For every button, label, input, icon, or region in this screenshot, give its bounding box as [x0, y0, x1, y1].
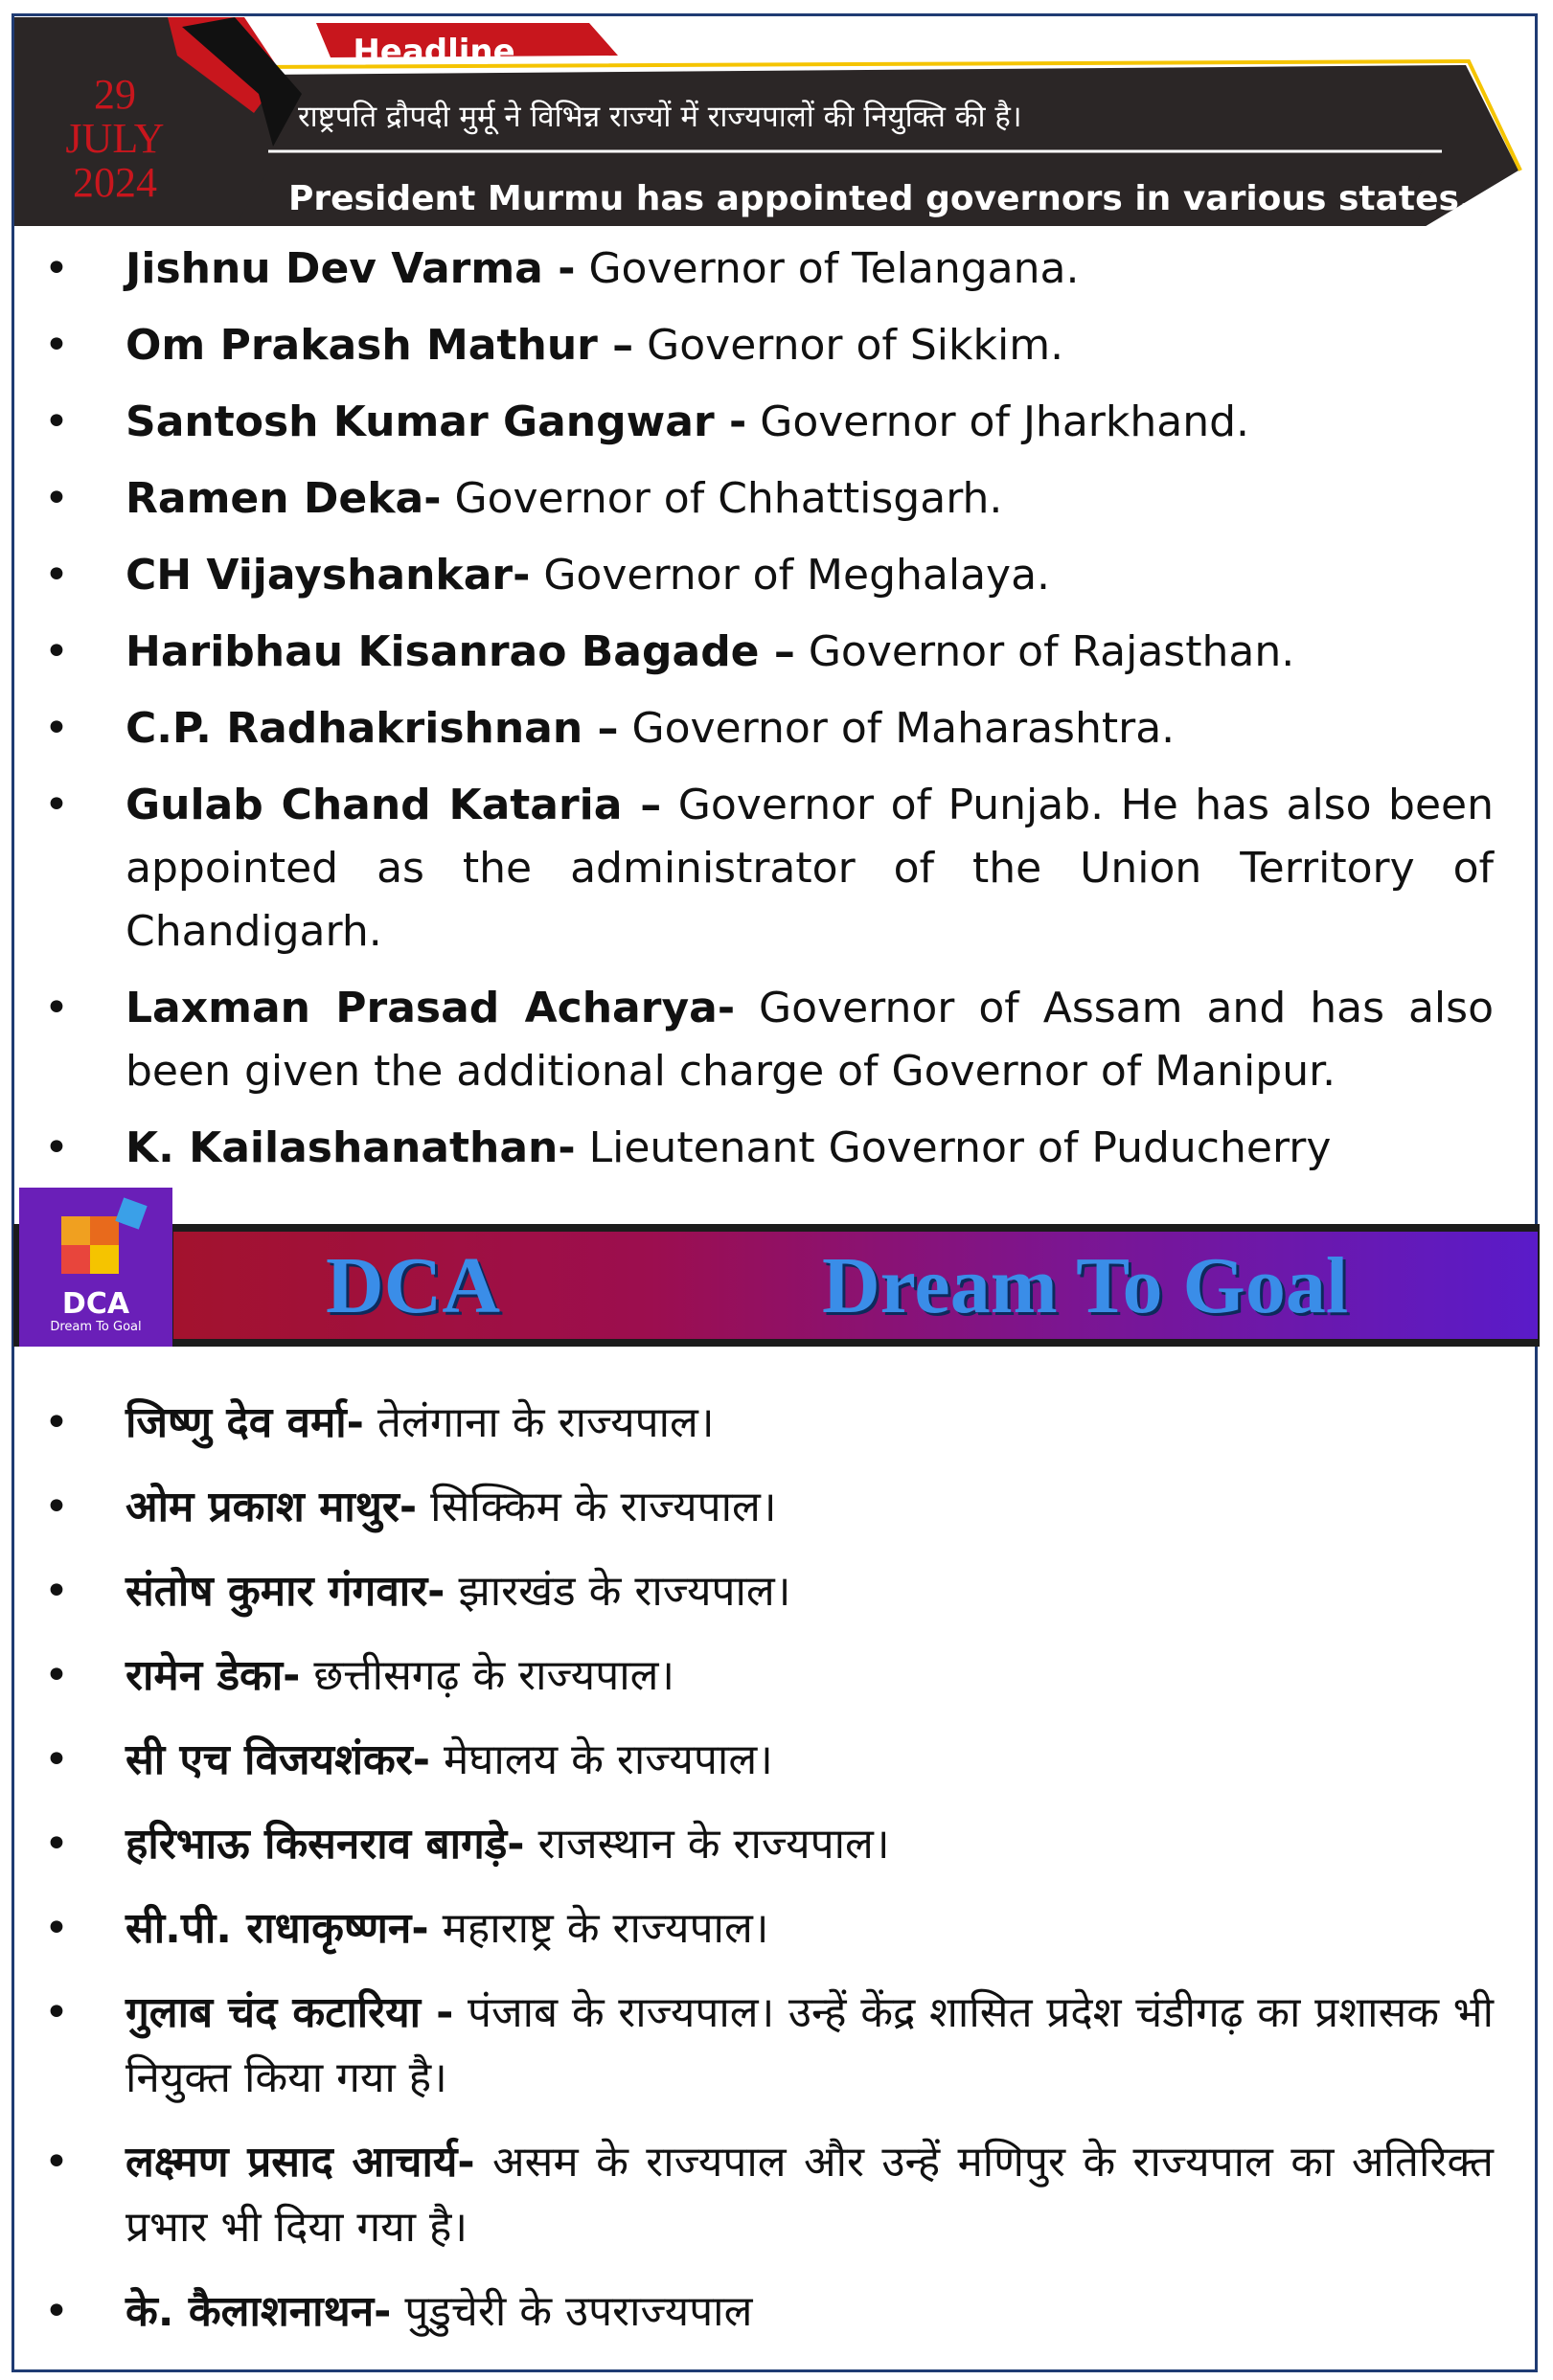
- governor-post: असम के राज्यपाल और उन्हें मणिपुर के राज्यपाल का अतिरिक्त प्रभार भी दिया गया है।: [126, 2138, 1494, 2252]
- puzzle-logo-icon: [19, 1188, 172, 1287]
- governor-name: गुलाब चंद कटारिया -: [126, 1988, 454, 2037]
- governor-name: CH Vijayshankar-: [126, 551, 531, 600]
- governor-post: Governor of Assam and has also been given the additional charge of Governor of Manipur.: [126, 984, 1494, 1096]
- bullet-icon: •: [44, 2287, 69, 2336]
- governor-name: संतोष कुमार गंगवार-: [126, 1567, 445, 1616]
- bullet-icon: •: [44, 1651, 69, 1700]
- bullet-icon: •: [44, 321, 69, 370]
- list-item: [0, 621, 1553, 684]
- list-item: [0, 1896, 1553, 1961]
- list-item: [0, 977, 1553, 1103]
- governor-name: लक्ष्मण प्रसाद आचार्य-: [126, 2138, 475, 2187]
- list-item: [0, 1391, 1553, 1456]
- governor-post: महाराष्ट्र के राज्यपाल।: [428, 1904, 769, 1953]
- bullet-icon: •: [44, 984, 69, 1032]
- bullet-icon: •: [44, 781, 69, 829]
- list-item: [0, 774, 1553, 963]
- list-item: [0, 314, 1553, 377]
- governor-name: Om Prakash Mathur –: [126, 321, 634, 370]
- list-item: [0, 1559, 1553, 1624]
- governor-name: Haribhau Kisanrao Bagade –: [126, 627, 795, 676]
- governor-name: रामेन डेका-: [126, 1651, 301, 1700]
- dca-logo: [19, 1188, 172, 1347]
- banner-slogan: Dream To Goal: [822, 1241, 1349, 1330]
- english-governor-list: [0, 238, 1553, 1193]
- governor-name: Jishnu Dev Varma -: [126, 244, 576, 293]
- dca-banner: [13, 1224, 1540, 1347]
- governor-name: Santosh Kumar Gangwar -: [126, 397, 747, 446]
- list-item: [0, 697, 1553, 760]
- bullet-icon: •: [44, 627, 69, 676]
- governor-name: C.P. Radhakrishnan –: [126, 704, 619, 753]
- governor-name: जिष्णु देव वर्मा-: [126, 1398, 364, 1447]
- bullet-icon: •: [44, 704, 69, 753]
- bullet-icon: •: [44, 1567, 69, 1616]
- list-item: [0, 1117, 1553, 1180]
- governor-post: Governor of Maharashtra.: [618, 704, 1176, 753]
- list-item: [0, 1728, 1553, 1793]
- bullet-icon: •: [44, 1483, 69, 1531]
- hindi-governor-list: [0, 1391, 1553, 2364]
- list-item: [0, 544, 1553, 607]
- governor-name: सी एच विजयशंकर-: [126, 1735, 431, 1784]
- governor-name: Ramen Deka-: [126, 474, 442, 523]
- bullet-icon: •: [44, 1398, 69, 1447]
- governor-post: Governor of Sikkim.: [633, 321, 1064, 370]
- hindi-headline: राष्ट्रपति द्रौपदी मुर्मू ने विभिन्न राज्यों में राज्यपालों की नियुक्ति की है।: [298, 100, 1022, 134]
- list-item: [0, 1981, 1553, 2111]
- bullet-icon: •: [44, 1904, 69, 1953]
- governor-name: के. कैलाशनाथन-: [126, 2287, 392, 2336]
- list-item: [0, 1475, 1553, 1540]
- english-headline: President Murmu has appointed governors in various states.: [288, 179, 1473, 218]
- governor-post: छत्तीसगढ़ के राज्यपाल।: [300, 1651, 675, 1700]
- banner-dca-text: DCA: [326, 1241, 500, 1330]
- governor-post: Governor of Punjab. He has also been appointed as the administrator of the Union Territory of Chandigarh.: [126, 781, 1494, 956]
- date-block: [34, 73, 196, 205]
- governor-name: हरिभाऊ किसनराव बागड़े-: [126, 1820, 525, 1869]
- governor-post: तेलंगाना के राज्यपाल।: [363, 1398, 715, 1447]
- bullet-icon: •: [44, 551, 69, 600]
- governor-name: Laxman Prasad Acharya-: [126, 984, 736, 1032]
- governor-post: Governor of Jharkhand.: [746, 397, 1250, 446]
- governor-post: मेघालय के राज्यपाल।: [430, 1735, 773, 1784]
- governor-post: Governor of Rajasthan.: [794, 627, 1295, 676]
- list-item: [0, 1812, 1553, 1877]
- bullet-icon: •: [44, 1988, 69, 2037]
- bullet-icon: •: [44, 1820, 69, 1869]
- bullet-icon: •: [44, 474, 69, 523]
- list-item: [0, 467, 1553, 531]
- governor-post: Governor of Telangana.: [575, 244, 1080, 293]
- bullet-icon: •: [44, 1735, 69, 1784]
- governor-name: Gulab Chand Kataria –: [126, 781, 662, 829]
- bullet-icon: •: [44, 244, 69, 293]
- governor-post: पुडुचेरी के उपराज्यपाल: [391, 2287, 753, 2336]
- governor-post: Lieutenant Governor of Puducherry: [575, 1123, 1332, 1172]
- date-year: 2024: [73, 159, 157, 206]
- headline-tag: Headline: [353, 33, 515, 71]
- headline-header: [14, 17, 1538, 226]
- date-month: JULY: [65, 115, 165, 162]
- bullet-icon: •: [44, 397, 69, 446]
- logo-tagline: Dream To Goal: [50, 1320, 142, 1334]
- list-item: [0, 2130, 1553, 2260]
- date-day: 29: [94, 71, 136, 118]
- bullet-icon: •: [44, 2138, 69, 2187]
- logo-text: DCA: [61, 1287, 130, 1321]
- list-item: [0, 238, 1553, 301]
- list-item: [0, 1643, 1553, 1709]
- governor-post: पंजाब के राज्यपाल। उन्हें केंद्र शासित प्रदेश चंडीगढ़ का प्रशासक भी नियुक्त किया गया है।: [126, 1988, 1494, 2102]
- governor-post: राजस्थान के राज्यपाल।: [524, 1820, 890, 1869]
- governor-post: सिक्किम के राज्यपाल।: [417, 1483, 777, 1531]
- list-item: [0, 2279, 1553, 2345]
- governor-name: ओम प्रकाश माथुर-: [126, 1483, 418, 1531]
- governor-post: Governor of Meghalaya.: [530, 551, 1051, 600]
- list-item: [0, 391, 1553, 454]
- bullet-icon: •: [44, 1123, 69, 1172]
- governor-post: Governor of Chhattisgarh.: [441, 474, 1003, 523]
- governor-name: K. Kailashanathan-: [126, 1123, 576, 1172]
- governor-name: सी.पी. राधाकृष्णन-: [126, 1904, 429, 1953]
- governor-post: झारखंड के राज्यपाल।: [445, 1567, 791, 1616]
